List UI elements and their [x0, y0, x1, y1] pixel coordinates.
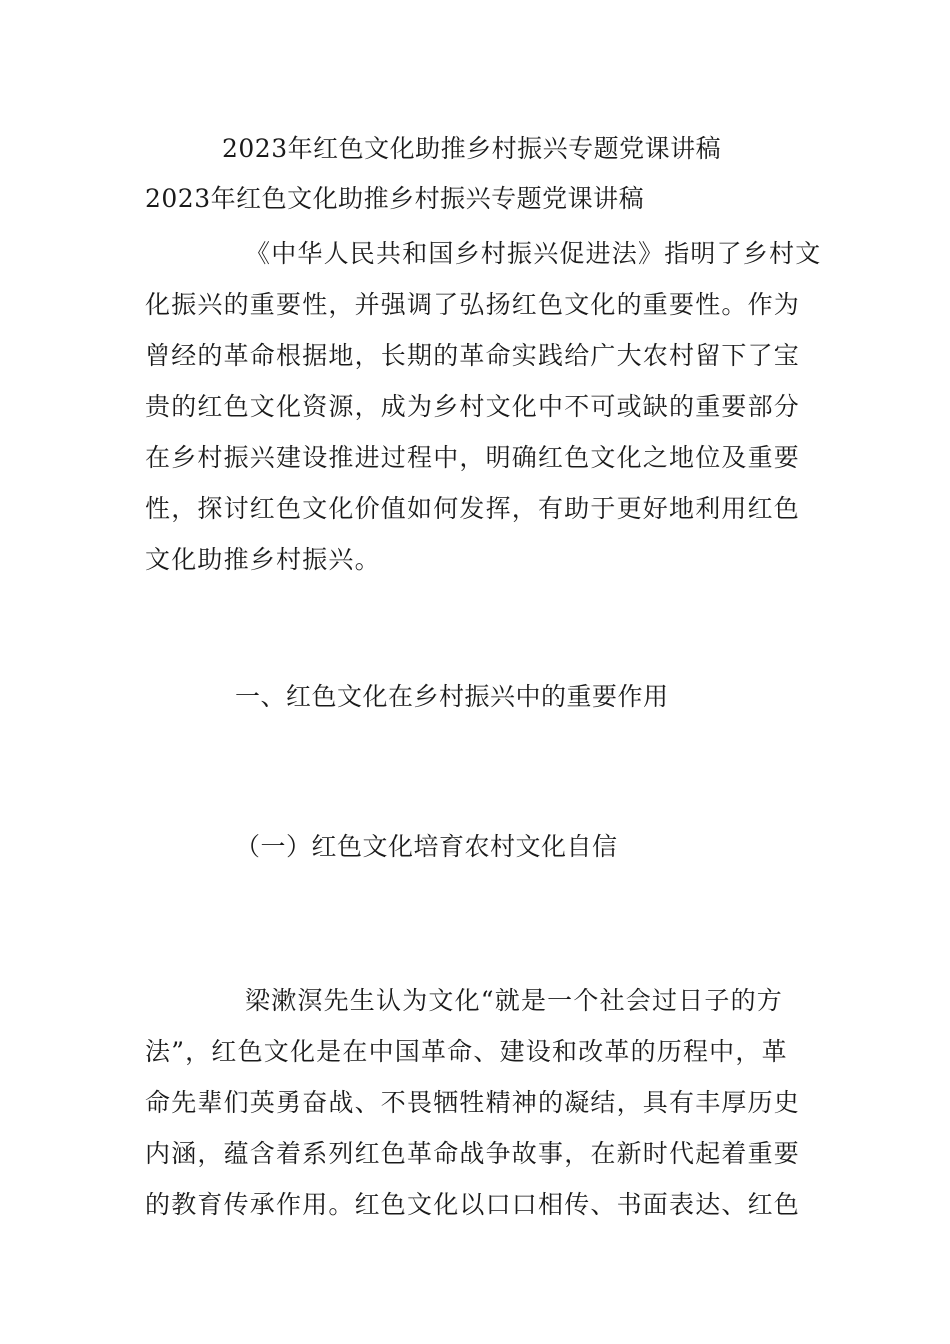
- body-paragraph: [145, 975, 807, 1230]
- paragraph-line: 命先辈们英勇奋战、不畏牺牲精神的凝结，具有丰厚历史: [145, 1088, 801, 1117]
- document-title: 2023年红色文化助推乡村振兴专题党课讲稿: [222, 134, 722, 163]
- paragraph-line: 的教育传承作用。红色文化以口口相传、书面表达、红色: [145, 1190, 801, 1219]
- intro-paragraph: [145, 228, 822, 585]
- section-heading: 一、红色文化在乡村振兴中的重要作用: [235, 682, 669, 711]
- paragraph-line: 《中华人民共和国乡村振兴促进法》指明了乡村文: [245, 239, 822, 268]
- paragraph-line: 性，探讨红色文化价值如何发挥，有助于更好地利用红色: [145, 494, 801, 523]
- paragraph-line: 内涵，蕴含着系列红色革命战争故事，在新时代起着重要: [145, 1139, 801, 1168]
- paragraph-line: 梁漱溟先生认为文化“就是一个社会过日子的方: [245, 986, 783, 1015]
- paragraph-line: 化振兴的重要性，并强调了弘扬红色文化的重要性。作为: [145, 290, 801, 319]
- subsection-heading: （一）红色文化培育农村文化自信: [235, 832, 618, 861]
- paragraph-line: 贵的红色文化资源，成为乡村文化中不可或缺的重要部分: [145, 392, 801, 421]
- paragraph-line: 曾经的革命根据地，长期的革命实践给广大农村留下了宝: [145, 341, 801, 370]
- document-subtitle: 2023年红色文化助推乡村振兴专题党课讲稿: [145, 184, 645, 213]
- paragraph-line: 法”，红色文化是在中国革命、建设和改革的历程中，革: [145, 1037, 788, 1066]
- paragraph-line: 文化助推乡村振兴。: [145, 545, 381, 574]
- paragraph-line: 在乡村振兴建设推进过程中，明确红色文化之地位及重要: [145, 443, 801, 472]
